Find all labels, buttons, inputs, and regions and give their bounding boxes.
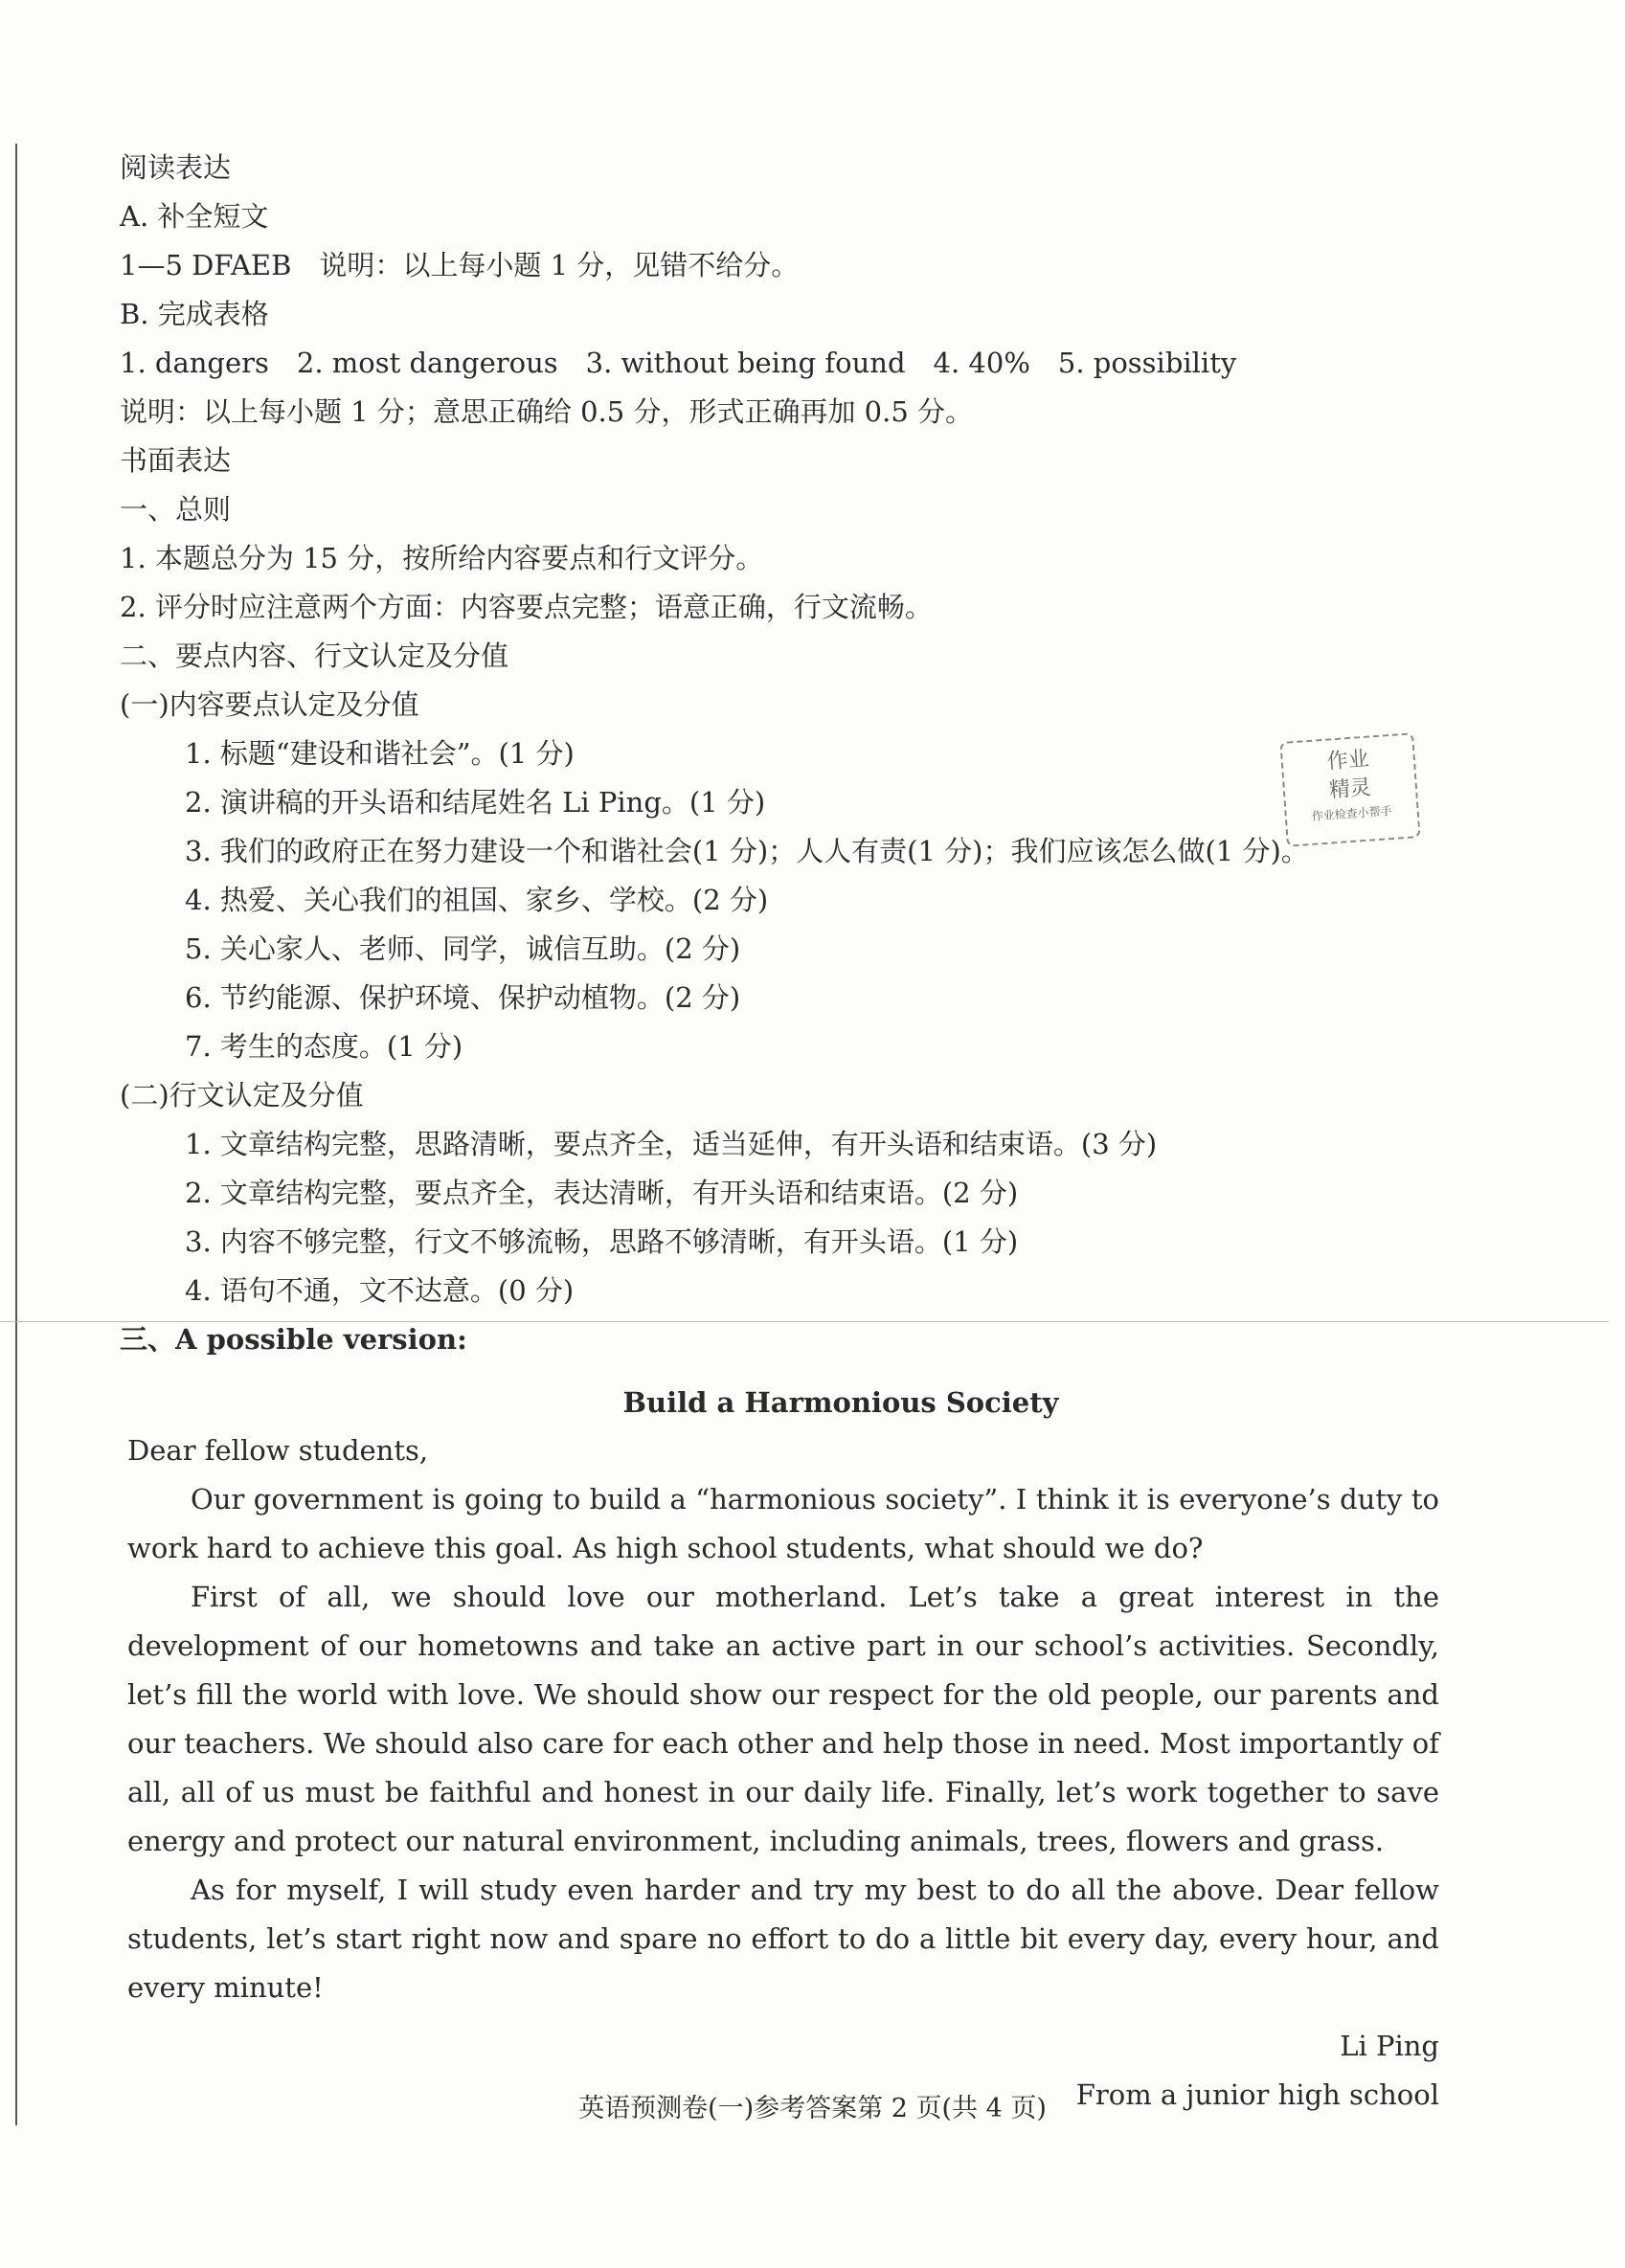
content-item: 1. 标题“建设和谐社会”。(1 分) bbox=[185, 737, 575, 770]
essay-paragraph: Our government is going to build a “harmonious society”. I think it is everyone’s duty to work hard to achieve this goal. As high school students, what should we do? bbox=[127, 1483, 1439, 1564]
general-item: 1. 本题总分为 15 分，按所给内容要点和行文评分。 bbox=[120, 542, 764, 574]
content-item: 4. 热爱、关心我们的祖国、家乡、学校。(2 分) bbox=[185, 884, 769, 916]
style-item: 4. 语句不通，文不达意。(0 分) bbox=[185, 1274, 575, 1307]
part-a-heading: A. 补全短文 bbox=[120, 200, 269, 233]
answer-key-section bbox=[120, 144, 1441, 1364]
page-margin-line bbox=[15, 144, 17, 2125]
points-heading: 二、要点内容、行文认定及分值 bbox=[120, 640, 509, 672]
essay-paragraph: First of all, we should love our motherland. Let’s take a great interest in the development of our hometowns and take an active part in our school’s activities. Secondly, let’s fill the world with love. We should show our respect for the old people, our parents and our teachers. We should also care for each other and help those in need. Most importantly of all, all of us must be faithful and honest in our daily life. Finally, let’s work together to save energy and protect our natural environment, including animals, trees, flowers and grass. bbox=[127, 1581, 1439, 1857]
content-item: 3. 我们的政府正在努力建设一个和谐社会(1 分)；人人有责(1 分)；我们应该怎么做(1 分)。 bbox=[185, 835, 1309, 867]
stamp-text: 作业检查小帮手 bbox=[1311, 804, 1393, 823]
content-item: 2. 演讲稿的开头语和结尾姓名 Li Ping。(1 分) bbox=[185, 786, 766, 819]
essay-greeting: Dear fellow students, bbox=[127, 1434, 429, 1467]
content-item: 5. 关心家人、老师、同学，诚信互助。(2 分) bbox=[185, 932, 741, 965]
general-item: 2. 评分时应注意两个方面：内容要点完整；语意正确，行文流畅。 bbox=[120, 591, 933, 623]
essay-title: Build a Harmonious Society bbox=[622, 1386, 1059, 1419]
sample-essay bbox=[127, 1379, 1439, 2120]
essay-paragraph: As for myself, I will study even harder and try my best to do all the above. Dear fellow students, let’s start right now and spare no effort to do a little bit every day, every hour, and every minute! bbox=[127, 1874, 1439, 2004]
writing-heading: 书面表达 bbox=[120, 444, 232, 477]
style-points-heading: (二)行文认定及分值 bbox=[120, 1079, 364, 1112]
possible-version-heading: 三、A possible version: bbox=[120, 1323, 467, 1356]
content-item: 7. 考生的态度。(1 分) bbox=[185, 1030, 463, 1063]
part-a-answers: 1—5 DFAEB 说明：以上每小题 1 分，见错不给分。 bbox=[120, 249, 800, 281]
stamp-text: 精灵 bbox=[1328, 775, 1372, 803]
content-item: 6. 节约能源、保护环境、保护动植物。(2 分) bbox=[185, 981, 741, 1014]
part-b-answers: 1. dangers 2. most dangerous 3. without being found 4. 40% 5. possibility bbox=[120, 347, 1237, 379]
watermark-stamp bbox=[1279, 732, 1420, 846]
part-b-note: 说明：以上每小题 1 分；意思正确给 0.5 分，形式正确再加 0.5 分。 bbox=[120, 395, 974, 428]
content-points-heading: (一)内容要点认定及分值 bbox=[120, 688, 419, 721]
signature-name: Li Ping bbox=[1340, 2030, 1439, 2062]
signature-from: From a junior high school bbox=[1075, 2078, 1439, 2111]
style-item: 1. 文章结构完整，思路清晰，要点齐全，适当延伸，有开头语和结束语。(3 分) bbox=[185, 1128, 1158, 1160]
page-footer: 英语预测卷(一)参考答案第 2 页(共 4 页) bbox=[578, 2094, 1047, 2123]
general-heading: 一、总则 bbox=[120, 493, 232, 526]
style-item: 3. 内容不够完整，行文不够流畅，思路不够清晰，有开头语。(1 分) bbox=[185, 1225, 1019, 1258]
stamp-text: 作业 bbox=[1326, 747, 1370, 775]
reading-heading: 阅读表达 bbox=[120, 151, 232, 184]
part-b-heading: B. 完成表格 bbox=[120, 298, 269, 330]
style-item: 2. 文章结构完整，要点齐全，表达清晰，有开头语和结束语。(2 分) bbox=[185, 1177, 1019, 1209]
